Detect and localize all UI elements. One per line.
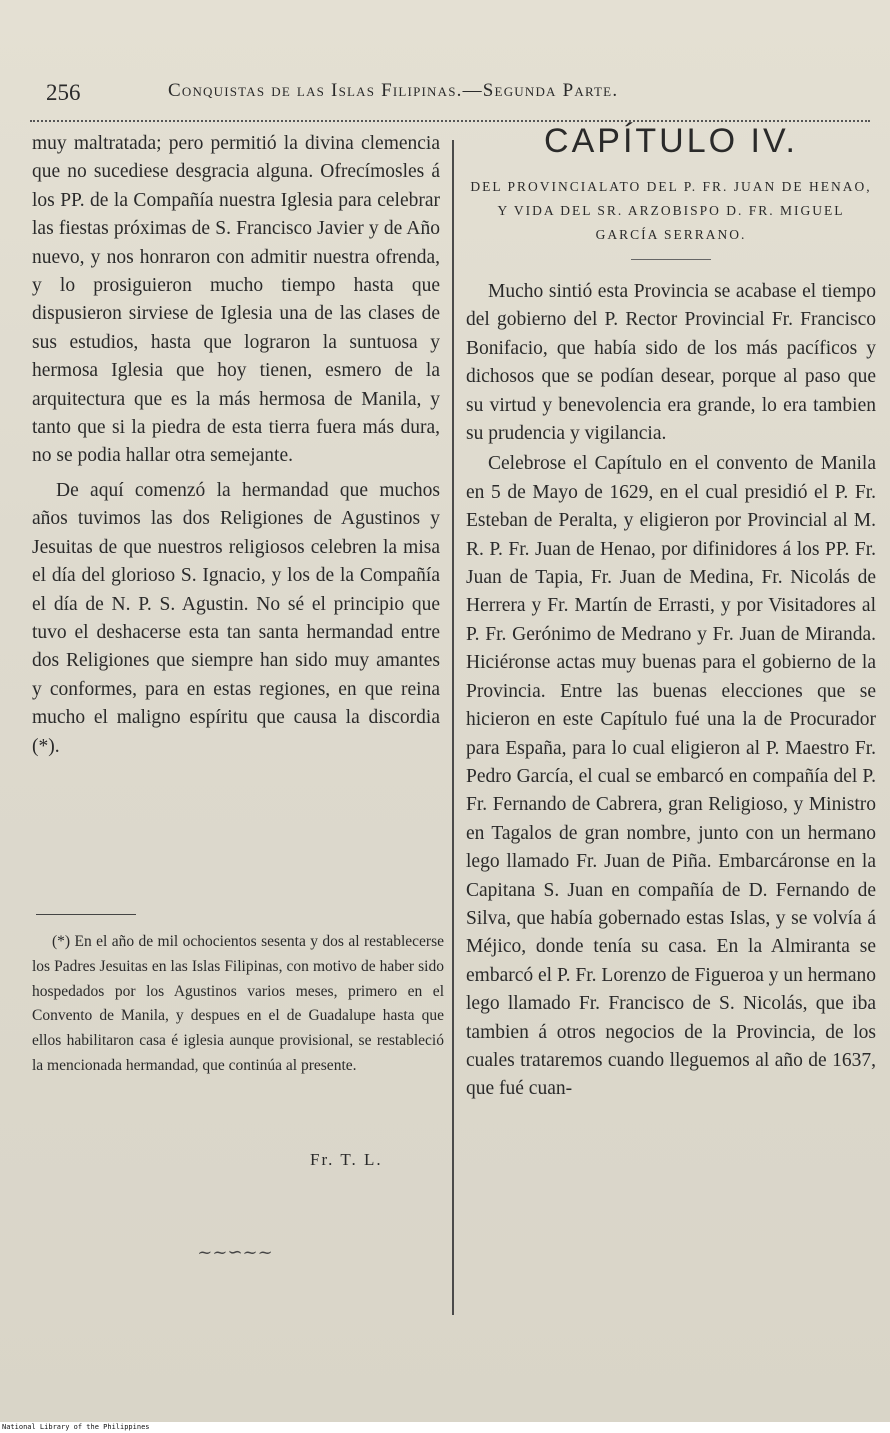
left-paragraph-1: muy maltratada; pero permitió la divina clemencia que no sucediese desgracia alguna. Ofrecímosles á los PP. de la Compañía nuestra Iglesia para celebrar las fiestas próximas de S. Francisco Javier y de Año nuevo, y nos honraron con admitir nuestra ofrenda, y lo prosiguieron mucho tiempo hasta que dispusieron sirviese de Iglesia una de las clases de sus estudios, hasta que lograron la suntuosa y hermosa Iglesia que hoy tienen, esmero de la arquitectura que es la más hermosa de Manila, y tanto que si la piedra de esta tierra fuera más dura, no se podia hallar otra semejante. — [32, 133, 440, 467]
right-body — [466, 278, 876, 1104]
left-column — [32, 130, 440, 761]
footnote-text: (*) En el año de mil ochocientos sesenta y dos al restablecerse los Padres Jesuitas en las Islas Filipinas, con motivo de haber sido hospedados por los Agustinos varios meses, primero en el Convento de Manila, y despues en el de Guadalupe hasta que ellos habilitaron casa é iglesia aunque provisional, se restableció la mencionada hermandad, que continúa al presente. — [32, 933, 444, 1074]
subtitle-ornament — [631, 253, 711, 260]
right-column — [466, 120, 876, 1104]
ornament-icon: ~~∽~~ — [197, 1242, 273, 1263]
page-header — [34, 72, 864, 112]
library-credit: National Library of the Philippines — [2, 1423, 150, 1431]
footnote — [32, 930, 444, 1079]
chapter-subtitle: DEL PROVINCIALATO DEL P. FR. JUAN DE HENAO, Y VIDA DEL SR. ARZOBISPO D. FR. MIGUEL GARCÍA SERRANO. — [470, 179, 872, 242]
left-paragraph-2: De aquí comenzó la hermandad que muchos años tuvimos las dos Religiones de Agustinos y Jesuitas de que nuestros religiosos celebren la misa el día del glorioso S. Ignacio, y los de la Compañía el día de N. P. S. Agustin. No sé el principio que tuvo el deshacerse esta tan santa hermandad entre dos Religiones que siempre han sido muy amantes y conformes, para en estas regiones, en que reina mucho el maligno espíritu que causa la discordia (*). — [32, 479, 440, 757]
footnote-rule — [36, 914, 136, 915]
footnote-signature: Fr. T. L. — [310, 1150, 383, 1169]
column-divider — [452, 140, 454, 1315]
page-number: 256 — [46, 80, 81, 105]
library-credit-bar — [0, 1422, 890, 1433]
right-paragraph-2: Celebrose el Capítulo en el convento de Manila en 5 de Mayo de 1629, en el cual presidió el P. Fr. Esteban de Peralta, y eligieron por Provincial al M. R. P. Fr. Juan de Henao, por difinidores á los PP. Fr. Juan de Tapia, Fr. Juan de Medina, Fr. Nicolás de Herrera y Fr. Martín de Errasti, y por Visitadores al P. Fr. Gerónimo de Medrano y Fr. Juan de Miranda. Hiciéronse actas muy buenas para el gobierno de la Provincia. Entre las buenas elecciones que se hicieron en este Capítulo fué una la de Procurador para España, para lo cual eligieron al P. Maestro Fr. Pedro García, el cual se embarcó en compañía del P. Fr. Fernando de Cabrera, gran Religioso, y Ministro en Tagalos de gran nombre, junto con un hermano lego llamado Fr. Juan de Piña. Embarcáronse en la Capitana S. Juan en compañía de D. Fernando de Silva, que había gobernado estas Islas, y se volvía á Méjico, donde tenía su casa. En la Almiranta se embarcó el P. Fr. Lorenzo de Figueroa y un hermano lego llamado Fr. Francisco de S. Nicolás, que iba tambien á otros negocios de la Provincia, de los cuales trataremos cuando lleguemos al año de 1637, que fué cuan- — [466, 453, 876, 1100]
right-paragraph-1: Mucho sintió esta Provincia se acabase el tiempo del gobierno del P. Rector Provincial Fr. Francisco Bonifacio, que había sido de los más pacíficos y dichosos que se podían desear, porque al paso que su virtud y benevolencia era grande, lo era tambien su prudencia y vigilancia. — [466, 281, 876, 445]
chapter-title: CAPÍTULO IV. — [544, 122, 798, 160]
running-title: Conquistas de las Islas Filipinas.—Segunda Parte. — [168, 80, 619, 101]
